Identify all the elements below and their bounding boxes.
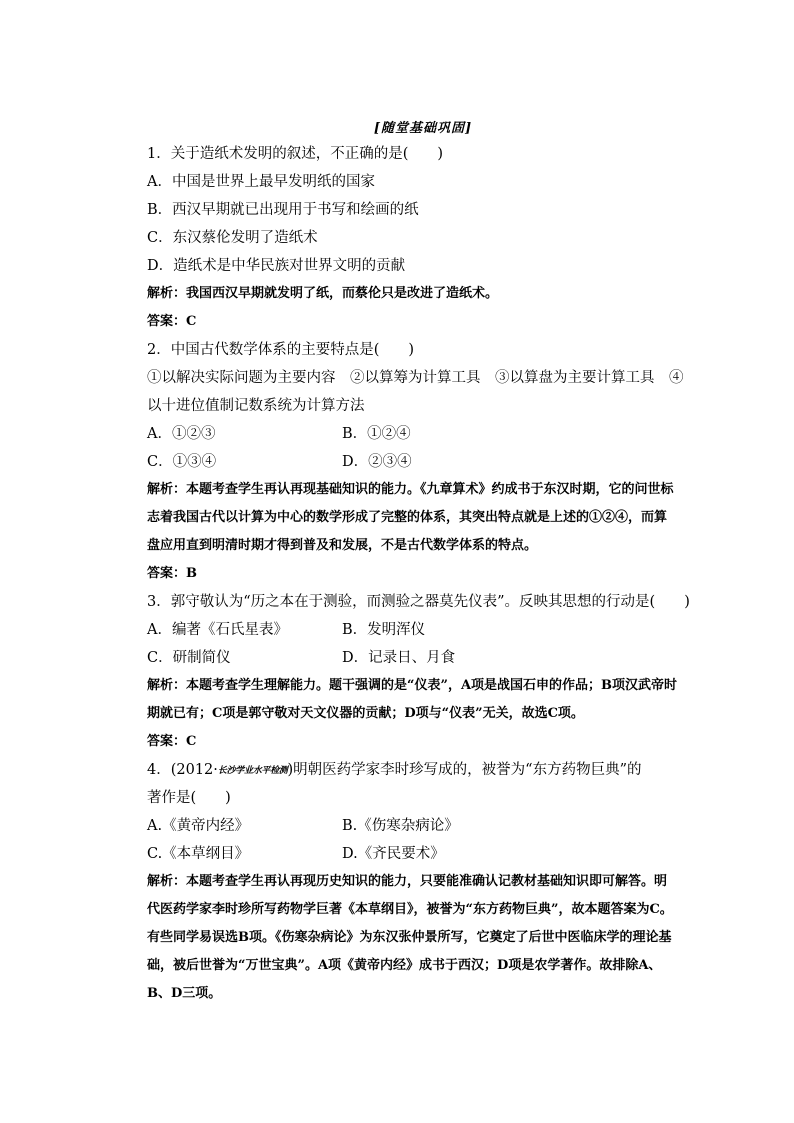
q4-stem-prefix: 4．(2012·: [147, 762, 218, 778]
q3-option-d: D．记录日、月食: [342, 650, 456, 666]
q2-items-line1: ①以解决实际问题为主要内容 ②以算筹为计算工具 ③以算盘为主要计算工具 ④: [147, 370, 684, 386]
section-header: [随堂基础巩固]: [373, 121, 473, 136]
q1-option-b: B．西汉早期就已出现用于书写和绘画的纸: [147, 202, 419, 218]
q4-option-a: A.《黄帝内经》: [147, 818, 250, 834]
q4-options-row-1: [147, 812, 679, 840]
q4-option-b: B.《伤寒杂病论》: [342, 818, 459, 834]
q2-option-c: C．①③④: [147, 454, 217, 470]
q1-option-c: C．东汉蔡伦发明了造纸术: [147, 230, 318, 246]
q4-options-row-2: [147, 840, 679, 868]
q1-answer: 答案：C: [147, 314, 197, 329]
q1-stem: 1．关于造纸术发明的叙述，不正确的是( ): [147, 146, 444, 162]
q3-options-row-1: [147, 616, 679, 644]
q3-option-a: A．编著《石氏星表》: [147, 622, 288, 638]
q4-stem-suffix: )明朝医药学家李时珍写成的，被誉为“东方药物巨典”的: [287, 762, 642, 778]
q3-stem: 3．郭守敬认为“历之本在于测验，而测验之器莫先仪表”。反映其思想的行动是( ): [147, 594, 690, 610]
q2-option-b: B．①②④: [342, 426, 411, 442]
q1-analysis: 解析：我国西汉早期就发明了纸，而蔡伦只是改进了造纸术。: [147, 286, 499, 301]
q4-option-d: D.《齐民要术》: [342, 846, 445, 862]
q1-option-a: A．中国是世界上最早发明纸的国家: [147, 174, 375, 190]
q2-options-row-1: [147, 420, 679, 448]
q3-option-c: C．研制简仪: [147, 650, 231, 666]
q4-stem: [147, 756, 679, 784]
q2-answer: 答案：B: [147, 566, 197, 581]
q2-analysis: 解析：本题考查学生再认再现基础知识的能力。《九章算术》约成书于东汉时期，它的问世标志着我国古代以计算为中心的数学形成了完整的体系，其突出特点就是上述的①②④，而算盘应用直到明清时期才得到普及和发展，不是古代数学体系的特点。: [147, 482, 674, 553]
q4-stem-line2: 著作是( ): [147, 790, 231, 806]
q3-answer: 答案：C: [147, 734, 197, 749]
q1-option-d: D．造纸术是中华民族对世界文明的贡献: [147, 258, 406, 274]
q2-options-row-2: [147, 448, 679, 476]
q3-options-row-2: [147, 644, 679, 672]
q2-stem: 2．中国古代数学体系的主要特点是( ): [147, 342, 415, 358]
document-page: [147, 118, 690, 1008]
q2-option-a: A．①②③: [147, 426, 216, 442]
q4-analysis: 解析：本题考查学生再认再现历史知识的能力，只要能准确认记教材基础知识即可解答。明代医药学家李时珍所写药物学巨著《本草纲目》，被誉为“东方药物巨典”，故本题答案为C。有些同学易误选B项。《伤寒杂病论》为东汉张仲景所写，它奠定了后世中医临床学的理论基础，被后世誉为“万世宝典”。A项《黄帝内经》成书于西汉；D项是农学著作。故排除A、B、D三项。: [147, 874, 673, 1001]
q2-option-d: D．②③④: [342, 454, 412, 470]
q3-option-b: B．发明浑仪: [342, 622, 426, 638]
q4-option-c: C.《本草纲目》: [147, 846, 250, 862]
q2-items-line2: 以十进位值制记数系统为计算方法: [147, 398, 365, 414]
q4-source-tag: 长沙学业水平检测: [217, 766, 288, 776]
q3-analysis: 解析：本题考查学生理解能力。题干强调的是“仪表”，A项是战国石申的作品；B项汉武帝时期就已有；C项是郭守敬对天文仪器的贡献；D项与“仪表”无关，故选C项。: [147, 678, 678, 721]
